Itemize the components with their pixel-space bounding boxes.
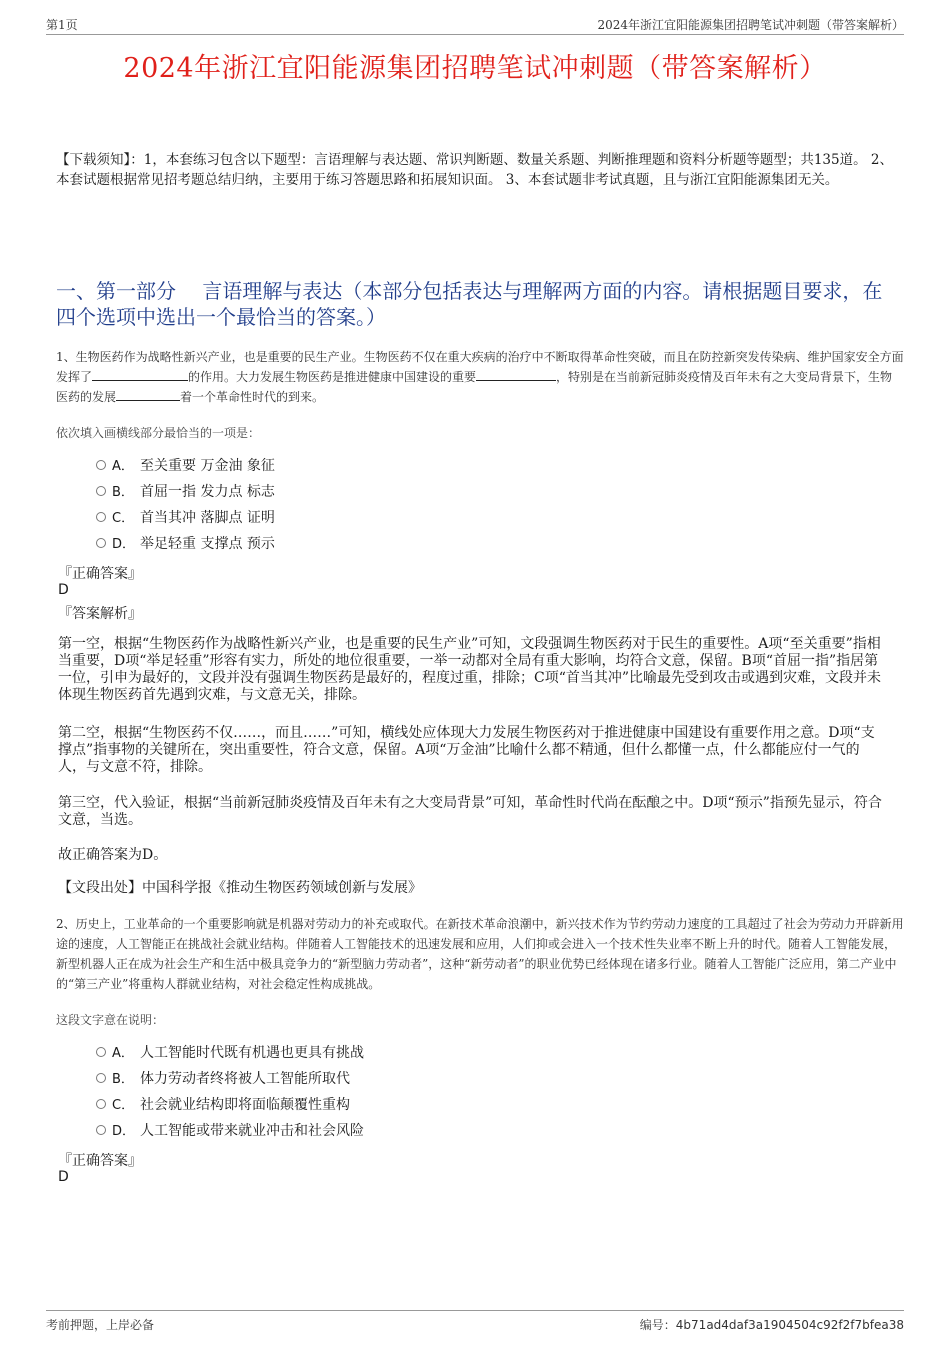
- q1-text-part: ，特别是在当前新冠肺炎疫情及百年未有之大变局背景下，生物医药的发展: [56, 370, 893, 404]
- header-doc-title: 2024年浙江宜阳能源集团招聘笔试冲刺题（带答案解析）: [597, 18, 904, 32]
- page-footer: [46, 1310, 904, 1335]
- option-text: 首屈一指 发力点 标志: [140, 484, 275, 500]
- correct-answer-label: 『正确答案』: [58, 566, 142, 582]
- document-title: 2024年浙江宜阳能源集团招聘笔试冲刺题（带答案解析）: [123, 53, 827, 84]
- blank-line: [116, 388, 180, 401]
- footer-slogan: 考前押题，上岸必备: [46, 1318, 155, 1332]
- option-text: 社会就业结构即将面临颠覆性重构: [140, 1097, 350, 1113]
- option-letter: A．: [112, 459, 134, 474]
- q1-text-part: 着一个革命性时代的到来。: [180, 390, 325, 404]
- option-text: 体力劳动者终将被人工智能所取代: [140, 1071, 350, 1087]
- correct-answer: D: [58, 582, 69, 598]
- option-a[interactable]: [96, 1040, 364, 1066]
- analysis-paragraph: 第三空，代入验证，根据“当前新冠肺炎疫情及百年未有之大变局背景”可知，革命性时代尚在酝酿之中。D项“预示”指预先显示，符合文意，当选。: [58, 795, 882, 828]
- correct-answer: D: [58, 1169, 69, 1185]
- analysis-label: 『答案解析』: [58, 606, 142, 622]
- blank-line: [476, 368, 556, 381]
- q1-text-part: 1、生物医药作为战略性新兴产业，也是重要的民生产业。生物医药不仅在重大疾病的治疗中不断取得革命性突破，而且在防控新突发传染病、维护国家安全方面发挥了: [56, 350, 904, 384]
- radio-icon[interactable]: [96, 1099, 106, 1109]
- option-text: 首当其冲 落脚点 证明: [140, 510, 275, 526]
- option-b[interactable]: [96, 479, 275, 505]
- option-a[interactable]: [96, 453, 275, 479]
- option-text: 举足轻重 支撑点 预示: [140, 536, 275, 552]
- option-text: 至关重要 万金油 象征: [140, 458, 275, 474]
- radio-icon[interactable]: [96, 1125, 106, 1135]
- radio-icon[interactable]: [96, 1047, 106, 1057]
- question-1-prompt: 依次填入画横线部分最恰当的一项是：: [56, 426, 261, 440]
- radio-icon[interactable]: [96, 538, 106, 548]
- option-letter: C．: [112, 511, 135, 526]
- analysis-conclusion: 故正确答案为D。: [58, 847, 168, 863]
- footer-doc-id: 编号：4b71ad4daf3a1904504c92f2f7bfea38: [639, 1318, 904, 1332]
- analysis-paragraph: 第一空，根据“生物医药作为战略性新兴产业，也是重要的民生产业”可知，文段强调生物医药对于民生的重要性。A项“至关重要”指相当重要，D项“举足轻重”形容有实力，所处的地位很重要，一举一动都对全局有重大影响，均符合文意，保留。B项“首屈一指”指居第一位，引申为最好的，文段并没有强调生物医药是最好的，程度过重，排除；C项“首当其冲”比喻最先受到攻击或遇到灾难，文段并未体现生物医药首先遇到灾难，与文意无关，排除。: [58, 636, 882, 703]
- option-letter: B．: [112, 1072, 134, 1087]
- source-citation: 【文段出处】中国科学报《推动生物医药领域创新与发展》: [58, 880, 422, 896]
- question-2-options: [96, 1040, 364, 1144]
- analysis-paragraph: 第二空，根据“生物医药不仅……，而且……”可知，横线处应体现大力发展生物医药对于推进健康中国建设有重要作用之意。D项“支撑点”指事物的关键所在，突出重要性，符合文意，保留。A项“万金油”比喻什么都不精通，但什么都懂一点，什么都能应付一气的人，与文意不符，排除。: [58, 725, 875, 775]
- option-letter: D．: [112, 537, 136, 552]
- question-2-prompt: 这段文字意在说明：: [56, 1013, 165, 1027]
- option-d[interactable]: [96, 531, 275, 557]
- radio-icon[interactable]: [96, 486, 106, 496]
- option-b[interactable]: [96, 1066, 364, 1092]
- option-text: 人工智能时代既有机遇也更具有挑战: [140, 1045, 364, 1061]
- option-text: 人工智能或带来就业冲击和社会风险: [140, 1123, 364, 1139]
- option-c[interactable]: [96, 505, 275, 531]
- option-letter: D．: [112, 1124, 136, 1139]
- option-letter: A．: [112, 1046, 134, 1061]
- question-2-text: 2、历史上，工业革命的一个重要影响就是机器对劳动力的补充或取代。在新技术革命浪潮中，新兴技术作为节约劳动力速度的工具超过了社会为劳动力开辟新用途的速度，人工智能正在挑战社会就业结构。伴随着人工智能技术的迅速发展和应用，人们抑或会进入一个技术性失业率不断上升的时代。随着人工智能发展，新型机器人正在成为社会生产和生活中极具竞争力的“新型脑力劳动者”，这种“新劳动者”的职业优势已经体现在诸多行业。随着人工智能广泛应用，第二产业中的“第三产业”将重构人群就业结构，对社会稳定性构成挑战。: [56, 917, 904, 991]
- page-header: [46, 14, 904, 35]
- option-letter: B．: [112, 485, 134, 500]
- page-number: 第1页: [46, 18, 78, 32]
- question-1-options: [96, 453, 275, 557]
- q1-text-part: 的作用。大力发展生物医药是推进健康中国建设的重要: [188, 370, 477, 384]
- question-1-text: [56, 347, 904, 407]
- option-letter: C．: [112, 1098, 135, 1113]
- blank-line: [92, 368, 188, 381]
- radio-icon[interactable]: [96, 1073, 106, 1083]
- option-d[interactable]: [96, 1118, 364, 1144]
- radio-icon[interactable]: [96, 512, 106, 522]
- download-notice: 【下载须知】：1，本套练习包含以下题型：言语理解与表达题、常识判断题、数量关系题、判断推理题和资料分析题等题型；共135道。 2、本套试题根据常见招考题总结归纳，主要用于练习答题思路和拓展知识面。 3、本套试题非考试真题，且与浙江宜阳能源集团无关。: [56, 152, 893, 188]
- option-c[interactable]: [96, 1092, 364, 1118]
- correct-answer-label: 『正确答案』: [58, 1153, 142, 1169]
- section-heading: 一、第一部分 言语理解与表达（本部分包括表达与理解两方面的内容。请根据题目要求，在四个选项中选出一个最恰当的答案。）: [56, 279, 883, 329]
- radio-icon[interactable]: [96, 460, 106, 470]
